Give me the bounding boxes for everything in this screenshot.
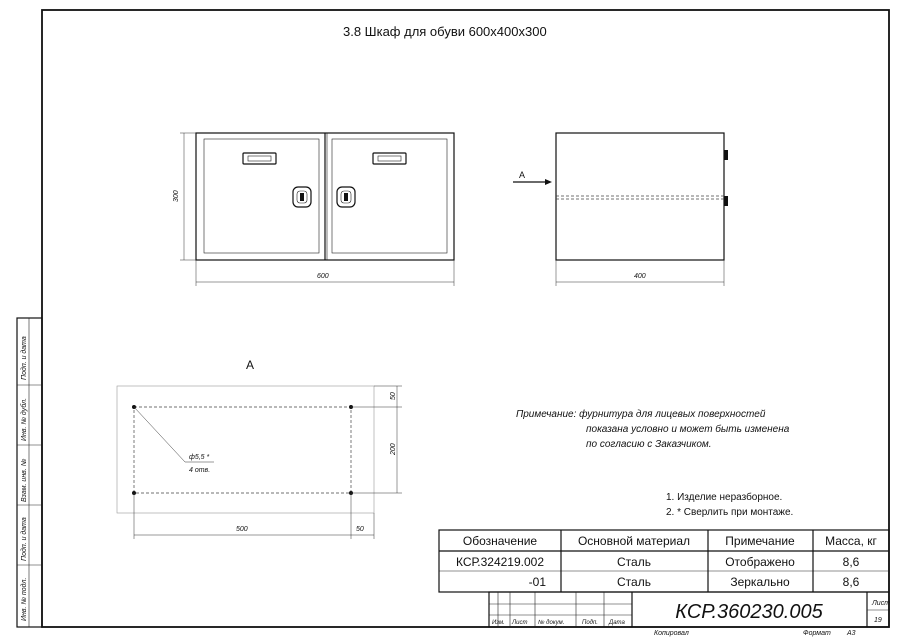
hole-count: 4 отв. [189, 467, 211, 474]
drawing-title: 3.8 Шкаф для обуви 600х400х300 [343, 24, 547, 39]
side-stamp-strip [17, 318, 42, 627]
spec-row2-designation: -01 [528, 575, 546, 589]
spec-row2-material: Сталь [617, 575, 651, 589]
copied-label: Копировал [654, 630, 689, 637]
format-label: Формат [803, 630, 831, 637]
front-view [173, 133, 454, 286]
tb-col-izm: Изм. [492, 620, 505, 626]
section-marker: А [519, 170, 526, 180]
side-depth-dim: 400 [634, 273, 646, 280]
note-line-1: Примечание: фурнитура для лицевых поверхностей [516, 409, 766, 420]
detail-view [117, 358, 402, 539]
detail-offset-h: 50 [356, 526, 364, 533]
spec-table [439, 530, 889, 592]
spec-header-mass: Масса, кг [825, 534, 877, 548]
tb-col-doc: № докум. [538, 620, 565, 626]
tb-col-sign: Подп. [582, 620, 598, 626]
spec-row2-mass: 8,6 [842, 575, 860, 589]
spec-row1-material: Сталь [617, 555, 651, 569]
spec-row1-designation: КСР.324219.002 [456, 555, 544, 569]
hole-callout: ф5,5 * [189, 454, 210, 461]
drawing-designation: КСР.360230.005 [675, 601, 823, 623]
spec-header-note: Примечание [725, 534, 795, 548]
notes [516, 408, 793, 518]
requirement-2: 2. * Сверлить при монтаже. [666, 507, 794, 518]
detail-spacing-v: 200 [390, 443, 397, 455]
note-line-2: показана условно и может быть изменена [586, 424, 790, 435]
spec-row1-mass: 8,6 [842, 555, 860, 569]
sheet-number: 19 [874, 617, 882, 624]
front-width-dim: 600 [317, 273, 329, 280]
front-height-dim: 300 [173, 190, 180, 202]
spec-row2-note: Зеркально [730, 575, 790, 589]
side-stamp-5: Инв. № подл. [21, 577, 28, 621]
side-stamp-3: Взам. инв. № [21, 458, 28, 502]
side-view [513, 133, 728, 286]
spec-row1-note: Отображено [725, 555, 795, 569]
side-stamp-1: Подп. и дата [21, 336, 28, 380]
tb-col-date: Дата [609, 620, 625, 626]
tb-col-list: Лист [512, 620, 528, 626]
format-value: А3 [847, 630, 856, 637]
note-line-3: по согласию с Заказчиком. [586, 439, 712, 450]
detail-spacing-h: 500 [236, 526, 248, 533]
spec-header-designation: Обозначение [462, 534, 538, 548]
side-stamp-2: Инв. № дубл. [21, 397, 28, 441]
detail-offset-v: 50 [390, 392, 397, 400]
requirement-1: 1. Изделие неразборное. [666, 492, 783, 503]
sheet-label: Лист [872, 600, 891, 607]
spec-header-material: Основной материал [577, 534, 691, 548]
side-stamp-4: Подп. и дата [21, 517, 28, 561]
title-block [489, 592, 890, 627]
detail-label: А [246, 358, 255, 372]
